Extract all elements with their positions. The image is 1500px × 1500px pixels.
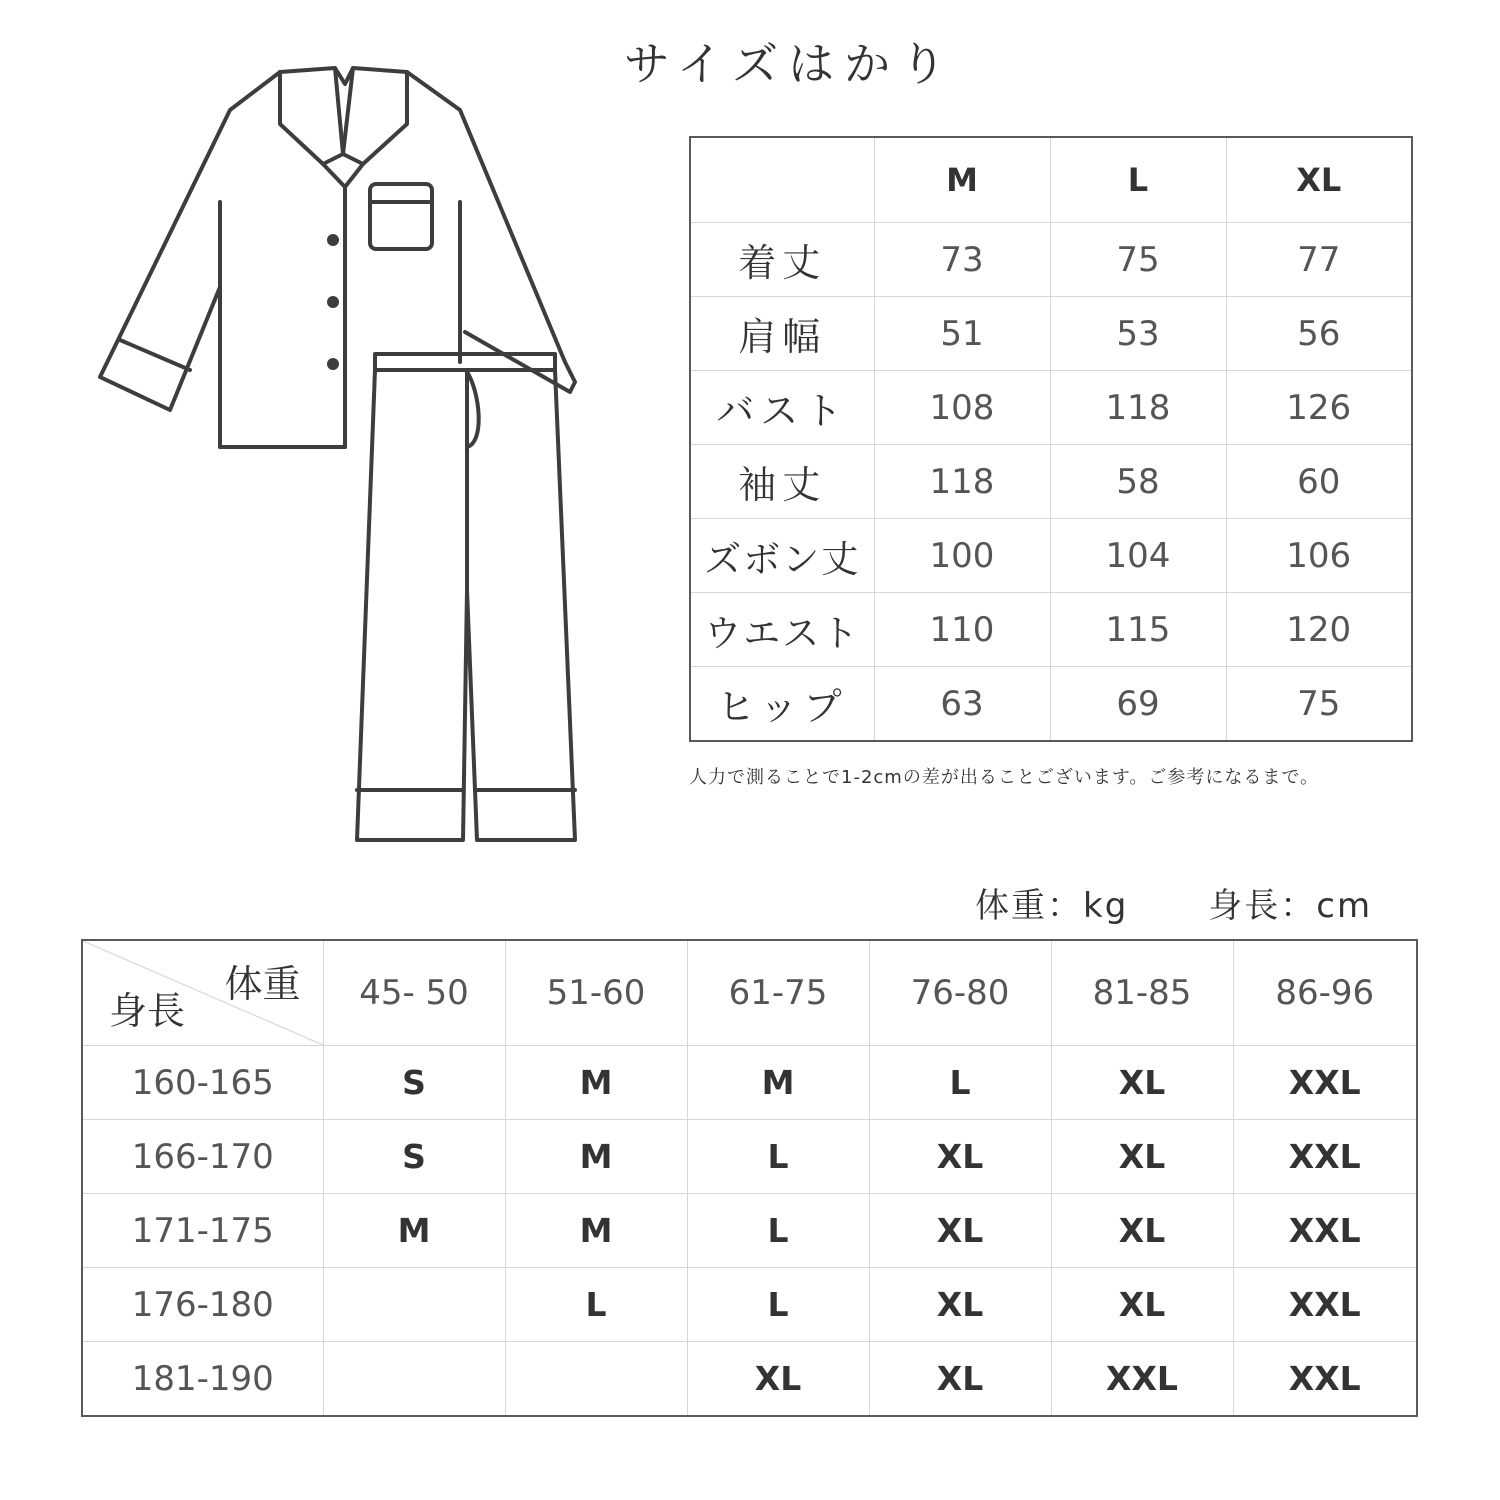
measurement-header-row [690,137,1412,223]
table-cell: 75 [1050,223,1226,297]
size-cell: S [323,1046,505,1120]
header-size-m: M [874,137,1050,223]
table-cell: 75 [1226,667,1412,742]
table-row [82,1046,1417,1120]
size-cell: XXL [1233,1046,1417,1120]
measurement-note: 人力で測ることで1-2cmの差が出ることございます。ご参考になるまで。 [689,767,1320,788]
pajama-set-icon [95,62,595,852]
table-cell: 110 [874,593,1050,667]
weight-range-header: 81-85 [1051,940,1233,1046]
size-cell: M [323,1194,505,1268]
table-cell: 120 [1226,593,1412,667]
table-cell: 58 [1050,445,1226,519]
table-row [690,593,1412,667]
header-corner-cell [690,137,874,223]
height-range-label: 160-165 [82,1046,323,1120]
table-cell: 118 [874,445,1050,519]
height-range-label: 176-180 [82,1268,323,1342]
table-cell: 126 [1226,371,1412,445]
corner-weight-label: 体重 [224,962,301,1006]
size-cell: XL [687,1342,869,1417]
table-row [690,445,1412,519]
weight-range-header: 45- 50 [323,940,505,1046]
size-cell: XL [1051,1194,1233,1268]
page-title: サイズはかり [623,37,957,91]
corner-height-label: 身長 [109,989,186,1033]
size-cell: XL [869,1194,1051,1268]
row-label: ウエスト [690,593,874,667]
table-cell: 104 [1050,519,1226,593]
table-cell: 118 [1050,371,1226,445]
table-cell: 53 [1050,297,1226,371]
size-cell: XXL [1233,1194,1417,1268]
row-label: ヒップ [690,667,874,742]
table-row [690,667,1412,742]
row-label: 袖丈 [690,445,874,519]
size-cell: XL [1051,1268,1233,1342]
table-row [82,1194,1417,1268]
size-cell: M [687,1046,869,1120]
row-label: バスト [690,371,874,445]
size-cell: L [869,1046,1051,1120]
header-size-l: L [1050,137,1226,223]
corner-cell [82,940,323,1046]
measurement-table [689,136,1413,742]
table-cell: 108 [874,371,1050,445]
size-cell [323,1268,505,1342]
table-cell: 51 [874,297,1050,371]
size-cell: XL [1051,1046,1233,1120]
table-cell: 73 [874,223,1050,297]
size-cell: L [505,1268,687,1342]
size-chart-table [81,939,1418,1417]
table-row [82,1268,1417,1342]
table-row [690,297,1412,371]
size-cell: XXL [1233,1120,1417,1194]
row-label: ズボン丈 [690,519,874,593]
size-cell: L [687,1194,869,1268]
height-range-label: 171-175 [82,1194,323,1268]
size-cell: L [687,1120,869,1194]
size-cell: XL [1051,1120,1233,1194]
size-cell [505,1342,687,1417]
row-label: 着丈 [690,223,874,297]
row-label: 肩幅 [690,297,874,371]
table-row [82,1120,1417,1194]
table-row [690,371,1412,445]
table-row [690,519,1412,593]
height-range-label: 181-190 [82,1342,323,1417]
table-cell: 60 [1226,445,1412,519]
weight-range-header: 51-60 [505,940,687,1046]
table-cell: 63 [874,667,1050,742]
size-cell: XXL [1233,1268,1417,1342]
height-range-label: 166-170 [82,1120,323,1194]
table-cell: 77 [1226,223,1412,297]
size-chart-header-row [82,940,1417,1046]
table-cell: 100 [874,519,1050,593]
table-cell: 106 [1226,519,1412,593]
size-cell: XXL [1051,1342,1233,1417]
table-cell: 115 [1050,593,1226,667]
size-cell: M [505,1046,687,1120]
size-cell: XXL [1233,1342,1417,1417]
size-cell: XL [869,1120,1051,1194]
size-cell: M [505,1120,687,1194]
header-size-xl: XL [1226,137,1412,223]
size-cell: L [687,1268,869,1342]
table-cell: 69 [1050,667,1226,742]
height-unit-label: 身長：cm [1208,886,1373,926]
weight-unit-label: 体重：kg [975,886,1129,926]
table-cell: 56 [1226,297,1412,371]
weight-range-header: 86-96 [1233,940,1417,1046]
size-cell: XL [869,1268,1051,1342]
table-row [690,223,1412,297]
table-row [82,1342,1417,1417]
units-legend [975,878,1372,927]
size-cell: S [323,1120,505,1194]
weight-range-header: 76-80 [869,940,1051,1046]
size-cell: XL [869,1342,1051,1417]
weight-range-header: 61-75 [687,940,869,1046]
size-cell: M [505,1194,687,1268]
size-cell [323,1342,505,1417]
